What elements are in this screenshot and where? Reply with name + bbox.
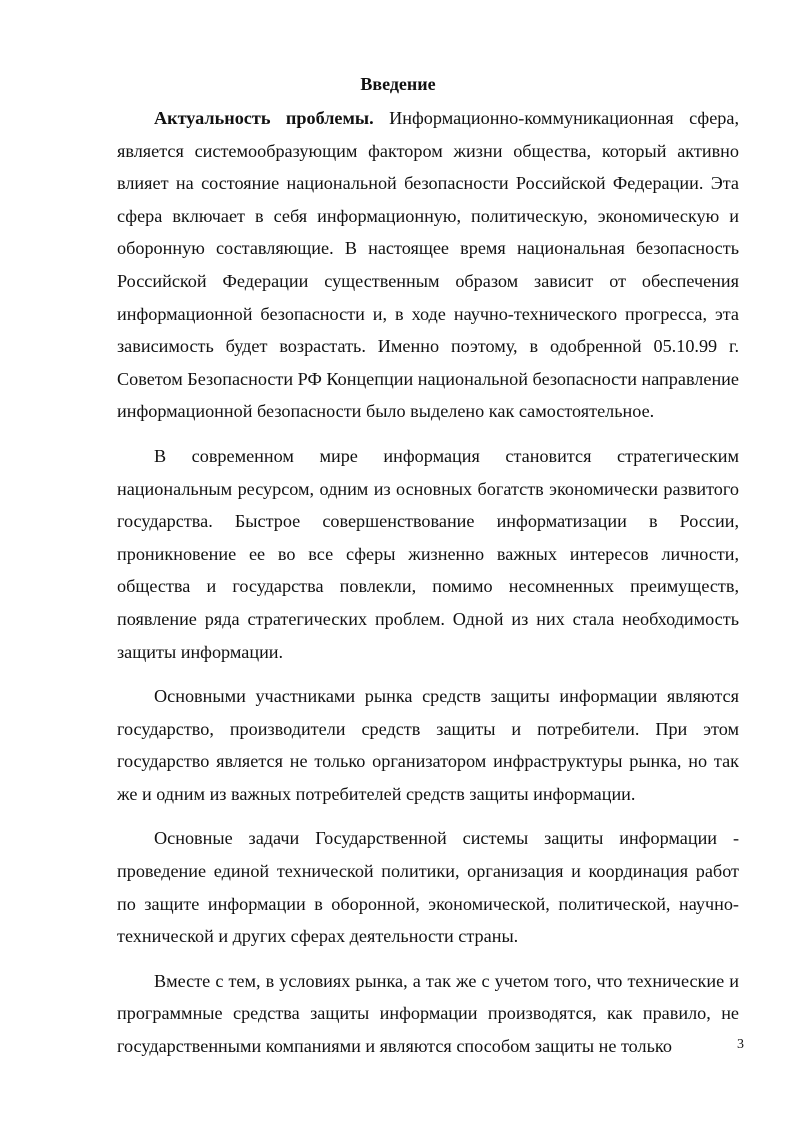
paragraph: Основные задачи Государственной системы защиты информации - проведение единой технической политики, организация и координация работ по защите информации в оборонной, экономической, политической, научно-технической и других сферах деятельности страны. — [117, 828, 739, 947]
section-title: Введение — [360, 74, 436, 94]
paragraph: Основными участниками рынка средств защиты информации являются государство, производители средств защиты и потребители. При этом государство является не только организатором инфраструктуры рынка, но так же и одним из важных потребителей средств защиты информации. — [117, 686, 739, 804]
paragraph: Вместе с тем, в условиях рынка, а так же с учетом того, что технические и программные средства защиты информации производятся, как правило, не государственными компаниями и являются способом защиты не только — [117, 970, 739, 1057]
page-number: 3 — [737, 1037, 744, 1052]
paragraph-text: Информационно-коммуникационная сфера, является системообразующим фактором жизни общества, который активно влияет на состояние национальной безопасности Российской Федерации. Эта сфера включает в себя информационную, политическую, экономическую и оборонную составляющие. В настоящее время национальная безопасность Российской Федерации существенным образом зависит от обеспечения информационной безопасности и, в ходе научно-технического прогресса, эта зависимость будет возрастать. Именно поэтому, в одобренной 05.10.99 г. Советом Безопасности РФ Концепции национальной безопасности направление информационной безопасности было выделено как самостоятельное. — [117, 108, 739, 422]
paragraph-lead: Актуальность проблемы. — [154, 108, 374, 128]
document-body — [117, 102, 739, 1075]
paragraph-relevance — [117, 102, 739, 428]
paragraph: В современном мире информация становится стратегическим национальным ресурсом, одним из основных богатств экономически развитого государства. Быстрое совершенствование информатизации в России, проникновение ее во все сферы жизненно важных интересов личности, общества и государства повлекли, помимо несомненных преимуществ, появление ряда стратегических проблем. Одной из них стала необходимость защиты информации. — [117, 445, 739, 662]
